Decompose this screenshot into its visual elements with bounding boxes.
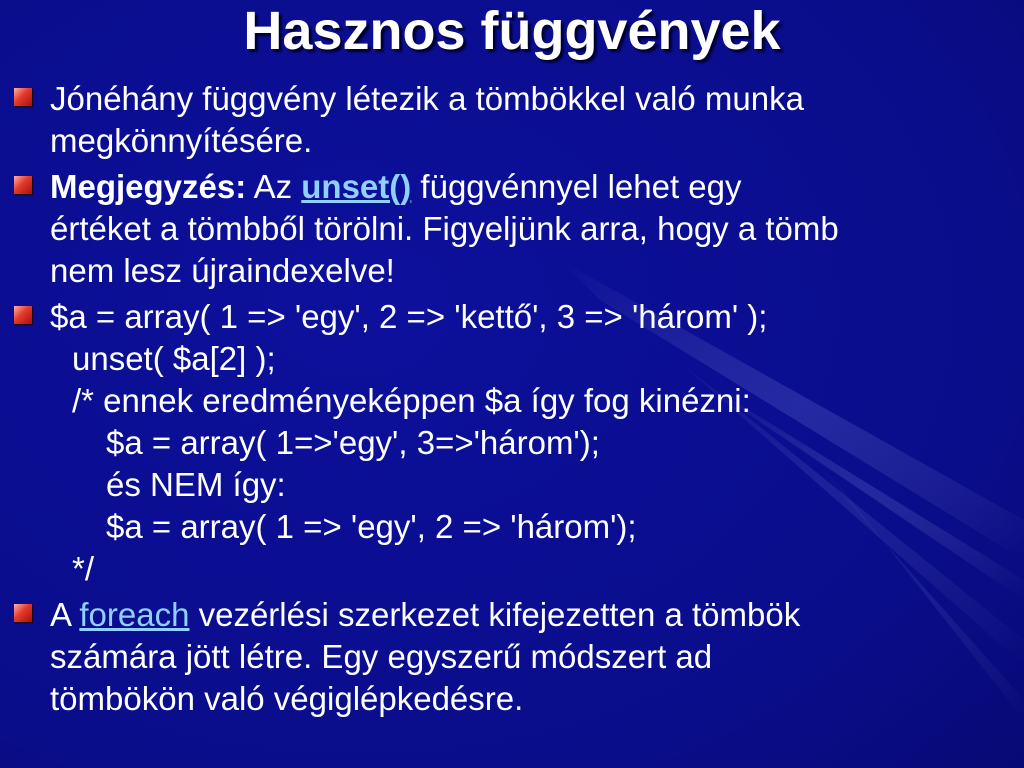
- code-line: /* ennek eredményeképpen $a így fog kinézni:: [72, 382, 751, 419]
- bullet-list: [14, 78, 1014, 724]
- code-line: $a = array( 1 => 'egy', 2 => 'három');: [106, 508, 637, 545]
- bullet-square-icon: [14, 176, 32, 194]
- bullet-text: tömbökön való végiglépkedésre.: [50, 680, 524, 717]
- bullet-square-icon: [14, 604, 32, 622]
- bullet-text: függvénnyel lehet egy: [411, 168, 742, 205]
- unset-link[interactable]: unset(): [301, 168, 412, 205]
- bullet-item-foreach: [14, 594, 1014, 720]
- bullet-item-note: [14, 166, 1014, 292]
- bullet-text: vezérlési szerkezet kifejezetten a tömbök: [189, 596, 801, 633]
- bullet-item-code-example: [14, 296, 1014, 590]
- bullet-item-functions: [14, 78, 1014, 162]
- bullet-square-icon: [14, 306, 32, 324]
- bullet-text: nem lesz újraindexelve!: [50, 252, 395, 289]
- code-line: $a = array( 1 => 'egy', 2 => 'kettő', 3 => 'három' );: [50, 298, 768, 335]
- code-line: és NEM így:: [106, 466, 286, 503]
- bullet-text: A: [50, 596, 80, 633]
- bullet-square-icon: [14, 88, 32, 106]
- note-label: Megjegyzés:: [50, 168, 247, 205]
- bullet-text: értéket a tömbből törölni. Figyeljünk arra, hogy a tömb: [50, 210, 839, 247]
- code-line: unset( $a[2] );: [72, 340, 276, 377]
- bullet-text: Jónéhány függvény létezik a tömbökkel való munka: [50, 80, 804, 117]
- code-line: $a = array( 1=>'egy', 3=>'három');: [106, 424, 600, 461]
- bullet-text: számára jött létre. Egy egyszerű módszert ad: [50, 638, 713, 675]
- code-line: */: [72, 550, 95, 587]
- bullet-text: megkönnyítésére.: [50, 122, 313, 159]
- foreach-link[interactable]: foreach: [79, 596, 190, 633]
- slide-title: Hasznos függvények: [243, 1, 781, 61]
- bullet-text: Az: [246, 168, 302, 205]
